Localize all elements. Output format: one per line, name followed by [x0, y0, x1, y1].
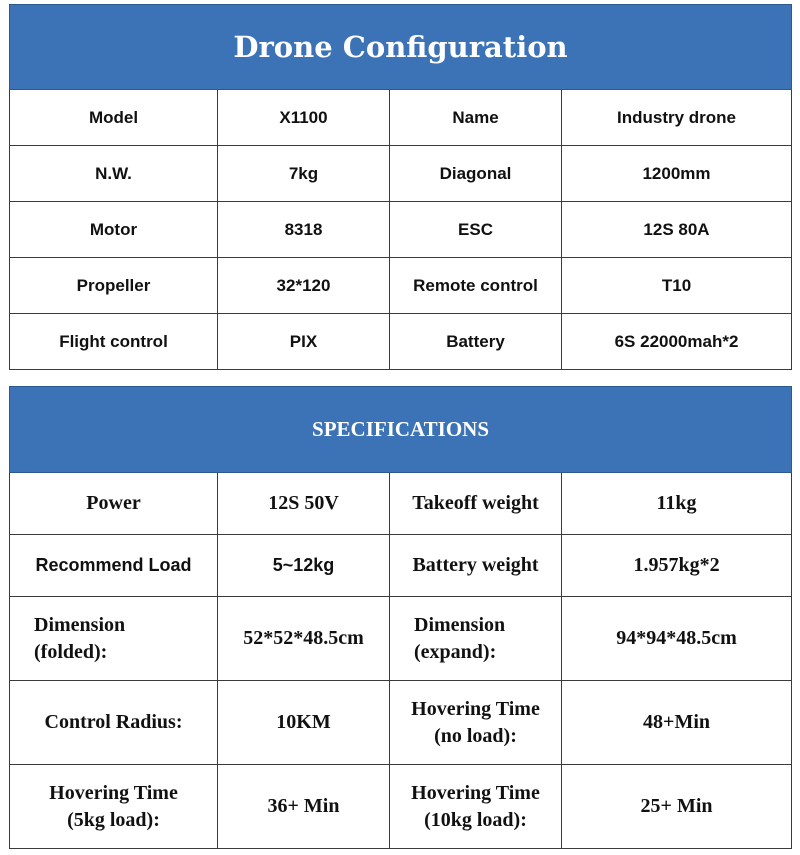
battery-weight-value: 1.957kg*2: [562, 535, 792, 597]
dimension-folded-value: 52*52*48.5cm: [218, 597, 390, 681]
table-row: [10, 681, 792, 765]
config-label: Propeller: [10, 258, 218, 314]
configuration-table: [9, 4, 792, 370]
hovering-5kg-label-line2: (5kg load):: [67, 808, 160, 831]
dimension-expand-value: 94*94*48.5cm: [562, 597, 792, 681]
config-value: 8318: [218, 202, 390, 258]
table-row: [10, 146, 792, 202]
config-label: Battery: [390, 314, 562, 370]
config-value: 32*120: [218, 258, 390, 314]
recommend-load-value: 5~12kg: [218, 535, 390, 597]
config-label: Remote control: [390, 258, 562, 314]
config-label: N.W.: [10, 146, 218, 202]
config-label: Motor: [10, 202, 218, 258]
hovering-5kg-label: [10, 765, 218, 849]
recommend-load-label: Recommend Load: [10, 535, 218, 597]
hovering-10kg-label-line1: Hovering Time: [411, 781, 540, 804]
control-radius-value: 10KM: [218, 681, 390, 765]
table-row: [10, 473, 792, 535]
hovering-noload-label: [390, 681, 562, 765]
table-row: [10, 90, 792, 146]
config-label: Flight control: [10, 314, 218, 370]
config-value: Industry drone: [562, 90, 792, 146]
config-value: 7kg: [218, 146, 390, 202]
dimension-expand-label: [390, 597, 562, 681]
table-row: [10, 258, 792, 314]
hovering-noload-label-line2: (no load):: [434, 724, 517, 747]
hovering-10kg-label-line2: (10kg load):: [424, 808, 527, 831]
specifications-table: [9, 386, 792, 849]
config-value: 12S 80A: [562, 202, 792, 258]
config-label: Diagonal: [390, 146, 562, 202]
dimension-expand-label-line2: (expand):: [414, 640, 497, 663]
table-row: [10, 202, 792, 258]
control-radius-label: Control Radius:: [10, 681, 218, 765]
specifications-title: SPECIFICATIONS: [10, 387, 792, 473]
hovering-10kg-value: 25+ Min: [562, 765, 792, 849]
configuration-title: Drone Configuration: [10, 5, 792, 90]
config-value: 6S 22000mah*2: [562, 314, 792, 370]
takeoff-weight-label: Takeoff weight: [390, 473, 562, 535]
dimension-expand-label-line1: Dimension: [414, 613, 506, 636]
config-value: PIX: [218, 314, 390, 370]
hovering-10kg-label: [390, 765, 562, 849]
dimension-folded-label-line2: (folded):: [34, 640, 108, 663]
config-label: Name: [390, 90, 562, 146]
table-row: [10, 314, 792, 370]
table-row: [10, 765, 792, 849]
hovering-5kg-value: 36+ Min: [218, 765, 390, 849]
hovering-noload-value: 48+Min: [562, 681, 792, 765]
config-label: Model: [10, 90, 218, 146]
takeoff-weight-value: 11kg: [562, 473, 792, 535]
config-value: 1200mm: [562, 146, 792, 202]
config-label: ESC: [390, 202, 562, 258]
dimension-folded-label-line1: Dimension: [34, 613, 126, 636]
table-row: [10, 535, 792, 597]
power-value: 12S 50V: [218, 473, 390, 535]
battery-weight-label: Battery weight: [390, 535, 562, 597]
hovering-noload-label-line1: Hovering Time: [411, 697, 540, 720]
table-row: [10, 597, 792, 681]
config-value: T10: [562, 258, 792, 314]
dimension-folded-label: [10, 597, 218, 681]
power-label: Power: [10, 473, 218, 535]
hovering-5kg-label-line1: Hovering Time: [49, 781, 178, 804]
config-value: X1100: [218, 90, 390, 146]
